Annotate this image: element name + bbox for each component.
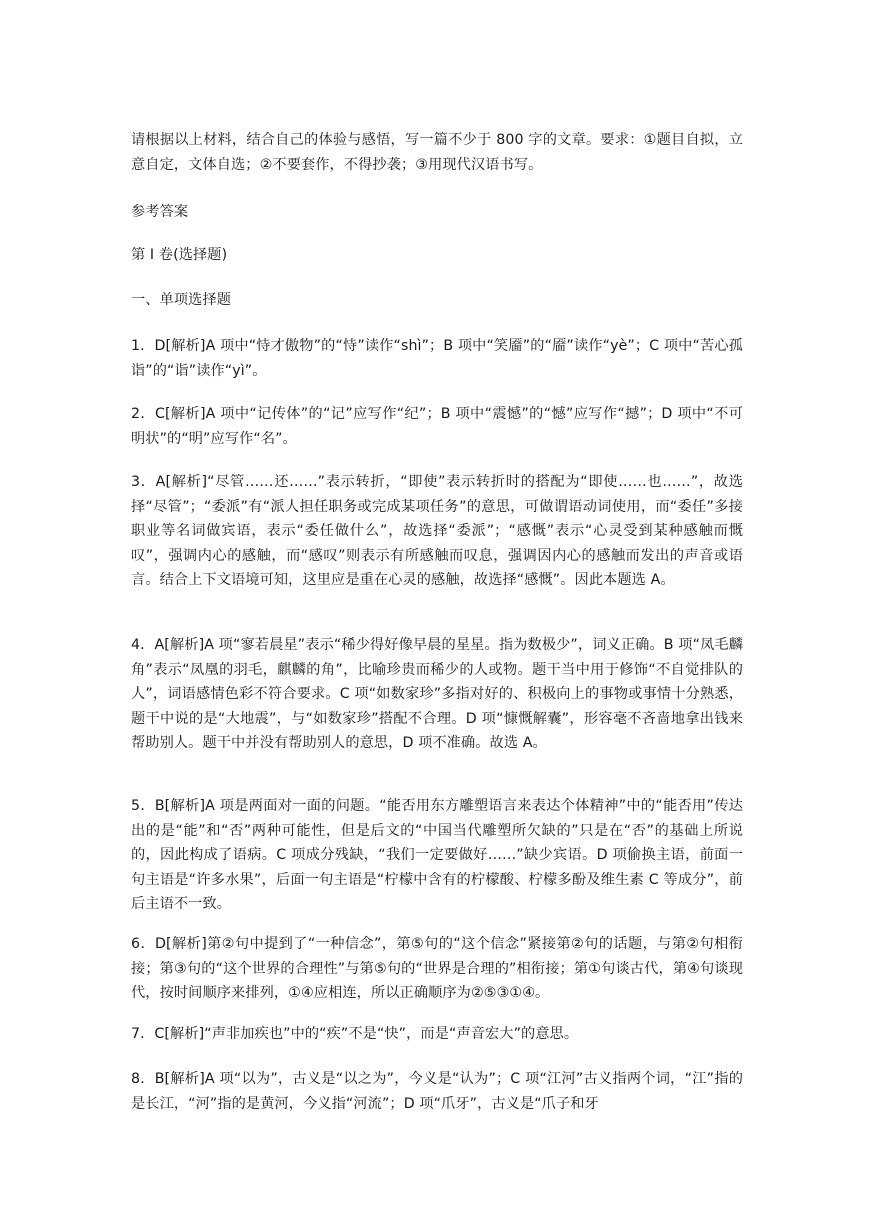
answer-item: 8．B[解析]A 项“以为”，古义是“以之为”，今义是“认为”；C 项“江河”古义指两个词，“江”指的是长江，“河”指的是黄河，今义指“河流”；D 项“爪牙”，古义是“爪子和牙 bbox=[131, 1071, 743, 1112]
answer-item: 6．D[解析]第②句中提到了“一种信念”，第⑤句的“这个信念”紧接第②句的话题，与第②句相衔接；第③句的“这个世界的合理性”与第⑤句的“世界是合理的”相衔接；第①句谈古代，第④句谈现代，按时间顺序来排列，①④应相连，所以正确顺序为②⑤③①④。 bbox=[131, 936, 743, 1001]
answer-item: 1．D[解析]A 项中“恃才傲物”的“恃”读作“shì”；B 项中“笑靥”的“靥”读作“yè”；C 项中“苦心孤诣”的“诣”读作“yì”。 bbox=[131, 338, 743, 379]
answer-item: 3．A[解析]“尽管……还……”表示转折，“即使”表示转折时的搭配为“即使……也……”，故选择“尽管”；“委派”有“派人担任职务或完成某项任务”的意思，可做谓语动词使用，而“委任”多接职业等名词做宾语，表示“委任做什么”，故选择“委派”；“感慨”表示“心灵受到某种感触而慨叹”，强调内心的感触，而“感叹”则表示有所感触而叹息，强调因内心的感触而发出的声音或语言。结合上下文语境可知，这里应是重在心灵的感触，故选择“感慨”。因此本题选 A。 bbox=[131, 474, 743, 588]
answer-item: 7．C[解析]“声非加疾也”中的“疾”不是“快”，而是“声音宏大”的意思。 bbox=[131, 1026, 579, 1042]
answer-item: 5．B[解析]A 项是两面对一面的问题。“能否用东方雕塑语言来表达个体精神”中的“能否用”传达出的是“能”和“否”两种可能性，但是后文的“中国当代雕塑所欠缺的”只是在“否”的基础上所说的，因此构成了语病。C 项成分残缺，“我们一定要做好……”缺少宾语。D 项偷换主语，前面一句主语是“许多水果”，后面一句主语是“柠檬中含有的柠檬酸、柠檬多酚及维生素 C 等成分”，前后主语不一致。 bbox=[131, 798, 743, 912]
reference-answer-heading: 参考答案 bbox=[131, 204, 189, 220]
answer-item: 2．C[解析]A 项中“记传体”的“记”应写作“纪”；B 项中“震憾”的“憾”应写作“撼”；D 项中“不可明状”的“明”应写作“名”。 bbox=[131, 406, 743, 447]
essay-prompt-paragraph: 请根据以上材料，结合自己的体验与感悟，写一篇不少于 800 字的文章。要求：①题目自拟，立意自定，文体自选；②不要套作，不得抄袭；③用现代汉语书写。 bbox=[131, 132, 743, 173]
answer-item: 4．A[解析]A 项“寥若晨星”表示“稀少得好像早晨的星星。指为数极少”，词义正确。B 项“凤毛麟角”表示“凤凰的羽毛，麒麟的角”，比喻珍贵而稀少的人或物。题干当中用于修饰“不自觉排队的人”，词语感情色彩不符合要求。C 项“如数家珍”多指对好的、积极向上的事物或事情十分熟悉，题干中说的是“大地震”，与“如数家珍”搭配不合理。D 项“慷慨解囊”，形容毫不吝啬地拿出钱来帮助别人。题干中并没有帮助别人的意思，D 项不准确。故选 A。 bbox=[131, 637, 743, 751]
subsection-heading: 一、单项选择题 bbox=[131, 292, 232, 308]
section-heading: 第 I 卷(选择题) bbox=[131, 247, 228, 263]
